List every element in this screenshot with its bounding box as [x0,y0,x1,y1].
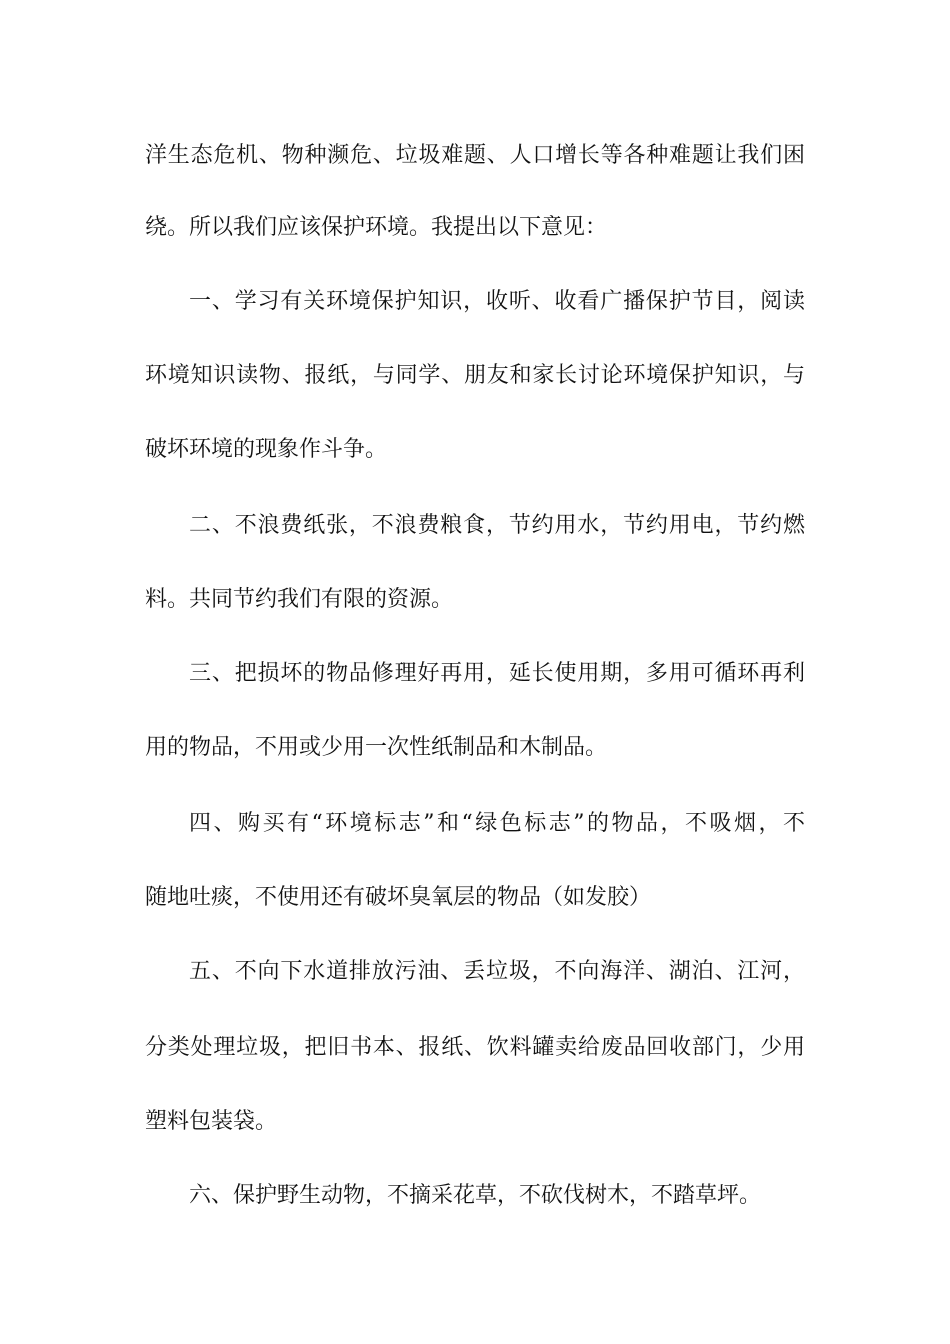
text-line: 洋生态危机、物种濒危、垃圾难题、人口增长等各种难题让我们困 [145,143,805,168]
text-line: 环境知识读物、报纸，与同学、朋友和家长讨论环境保护知识，与 [145,363,805,388]
paragraph-first-line: 三、把损坏的物品修理好再用，延长使用期，多用可循环再利 [189,661,805,686]
paragraph-first-line: 一、学习有关环境保护知识，收听、收看广播保护节目，阅读 [189,289,805,314]
text-line: 随地吐痰，不使用还有破坏臭氧层的物品（如发胶） [145,885,652,910]
text-line: 绕。所以我们应该保护环境。我提出以下意见： [145,215,608,240]
paragraph-first-line: 六、保护野生动物，不摘采花草，不砍伐树木，不踏草坪。 [189,1183,762,1208]
paragraph-first-line: 五、不向下水道排放污油、丢垃圾，不向海洋、湖泊、江河， [189,959,805,984]
text-line: 用的物品，不用或少用一次性纸制品和木制品。 [145,735,608,760]
text-line: 分类处理垃圾，把旧书本、报纸、饮料罐卖给废品回收部门，少用 [145,1035,805,1060]
text-line: 破坏环境的现象作斗争。 [145,437,388,462]
text-line: 塑料包装袋。 [145,1109,278,1134]
paragraph-first-line: 二、不浪费纸张，不浪费粮食，节约用水，节约用电，节约燃 [189,513,805,538]
paragraph-first-line: 四、购买有“环境标志”和“绿色标志”的物品，不吸烟，不 [189,811,805,836]
text-line: 料。共同节约我们有限的资源。 [145,587,454,612]
